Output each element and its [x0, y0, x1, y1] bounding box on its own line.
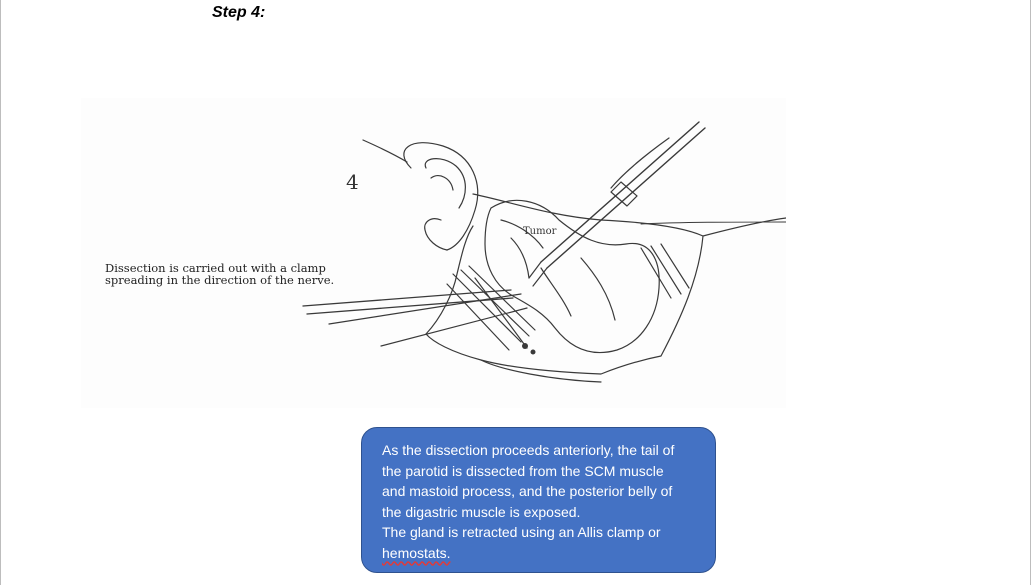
callout-line: [382, 543, 701, 564]
surgical-illustration: [81, 98, 786, 408]
step-title: Step 4:: [212, 4, 266, 21]
callout-line: As the dissection proceeds anteriorly, the tail of: [382, 442, 675, 458]
callout-line: The gland is retracted using an Allis clamp or: [382, 524, 661, 540]
figure-caption-line: Dissection is carried out with a clamp: [105, 261, 326, 275]
explanation-callout-box: [361, 427, 716, 573]
figure-caption-line: spreading in the direction of the nerve.: [105, 273, 335, 287]
figure-caption: [105, 262, 375, 286]
spellcheck-flagged-word: hemostats.: [382, 544, 451, 561]
parotid-dissection-drawing: [81, 98, 786, 408]
callout-line: and mastoid process, and the posterior belly of: [382, 483, 673, 499]
figure-number: 4: [346, 170, 359, 194]
callout-line: the parotid is dissected from the SCM muscle: [382, 462, 664, 479]
tumor-label: Tumor: [523, 226, 557, 237]
callout-line: the digastric muscle is exposed.: [382, 503, 581, 520]
